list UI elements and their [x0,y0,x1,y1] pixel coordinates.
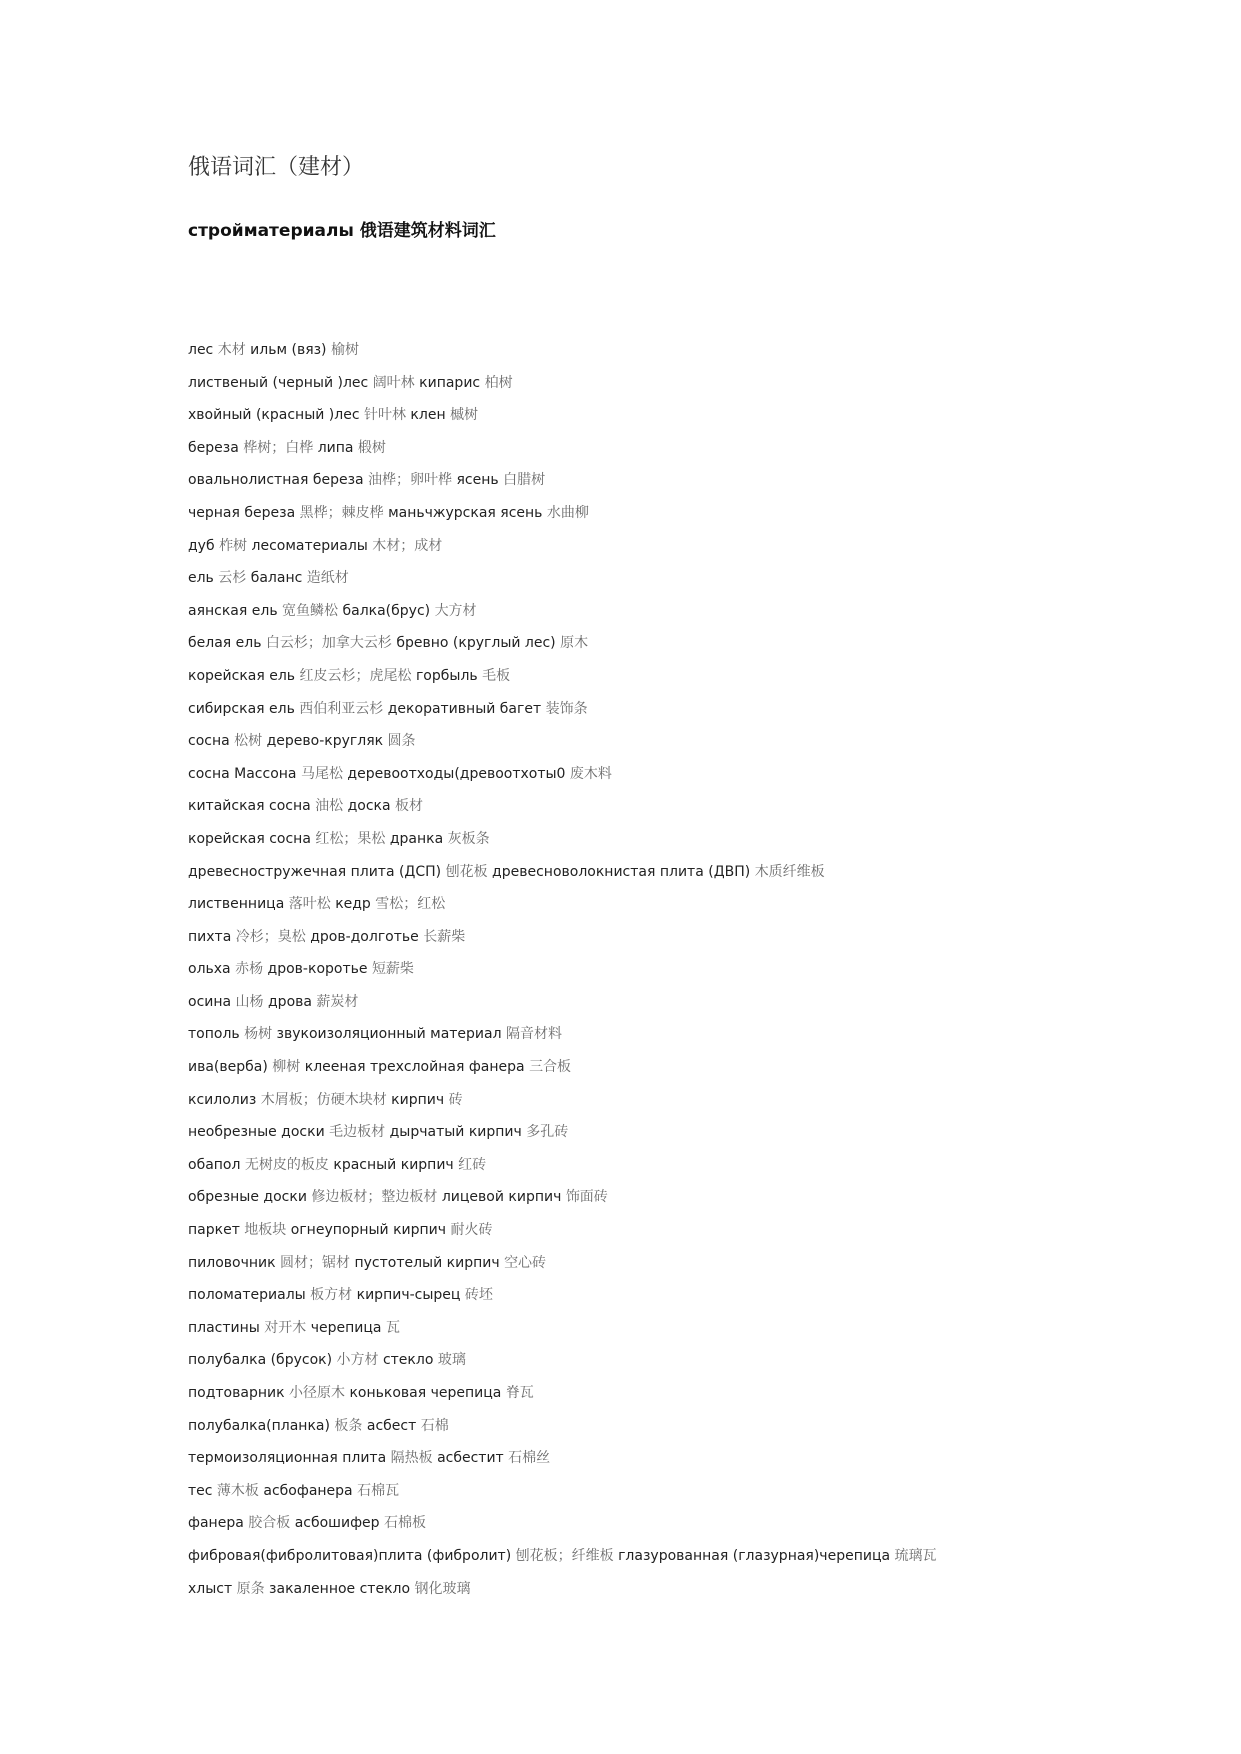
chinese-term: 黑桦；棘皮桦 [299,504,384,521]
russian-term: ильм (вяз) [250,342,327,358]
russian-term: фанера [188,1515,244,1532]
chinese-term: 白云杉；加拿大云杉 [265,635,392,652]
russian-term: дуб [188,537,215,554]
chinese-term: 桦树；白桦 [243,439,314,456]
russian-term: дранка [389,830,444,847]
russian-term: кипарис [419,374,481,391]
chinese-term: 刨花板 [445,863,488,880]
chinese-term: 木材；成材 [372,537,443,554]
russian-term: поломатериалы [188,1287,306,1304]
vocabulary-row [188,1416,1188,1449]
chinese-term: 石棉板 [384,1515,426,1532]
vocabulary-row [188,927,1188,960]
vocabulary-list [188,340,1188,1611]
chinese-term: 板条 [334,1417,363,1434]
russian-term: береза [188,439,239,456]
russian-term: асбест [366,1417,417,1434]
russian-term: глазурованная (глазурная)черепица [618,1547,891,1564]
russian-term: стекло [382,1352,434,1369]
chinese-term: 白腊树 [503,472,546,489]
chinese-term: 马尾松 [300,765,343,782]
vocabulary-row [188,1318,1188,1351]
russian-term: дрова [268,993,312,1010]
chinese-term: 废木料 [569,765,612,782]
russian-term: звукоизоляционный материал [276,1026,502,1043]
vocabulary-row [188,731,1188,764]
russian-term: хвойный (красный )лес [188,407,360,424]
vocabulary-row [188,438,1188,471]
russian-term: пихта [188,928,232,945]
vocabulary-row [188,1513,1188,1546]
vocabulary-row [188,699,1188,732]
russian-term: корейская сосна [188,830,311,847]
vocabulary-row [188,601,1188,634]
russian-term: ель [188,570,214,587]
chinese-term: 原条 [236,1580,265,1597]
chinese-term: 刨花板；纤维板 [515,1547,614,1564]
vocabulary-row [188,1546,1188,1579]
russian-term: лицевой кирпич [441,1189,562,1206]
chinese-term: 小径原木 [289,1385,345,1401]
chinese-term: 板方材 [310,1287,353,1304]
chinese-term: 圆材；锯材 [280,1254,351,1271]
russian-term: деревоотходы(древоотхоты0 [347,765,566,782]
chinese-term: 石棉 [420,1417,449,1434]
chinese-term: 造纸材 [306,570,349,587]
chinese-term: 宽鱼鳞松 [282,602,339,619]
russian-term: горбыль [415,667,478,684]
chinese-term: 玻璃 [437,1352,466,1369]
chinese-term: 砖 [448,1091,463,1108]
chinese-term: 大方材 [434,602,477,619]
chinese-term: 落叶松 [288,896,331,913]
vocabulary-row [188,894,1188,927]
russian-term: подтоварник [188,1385,285,1401]
russian-term: дерево-кругляк [266,733,384,750]
russian-term: асбофанера [263,1482,353,1499]
vocabulary-row [188,1383,1188,1416]
russian-term: липа [317,439,354,456]
russian-term: ольха [188,961,231,978]
vocabulary-row [188,503,1188,536]
russian-term: пластины [188,1319,260,1336]
vocabulary-row [188,405,1188,438]
vocabulary-row [188,666,1188,699]
chinese-term: 修边板材；整边板材 [311,1189,438,1206]
russian-term: декоративный багет [387,700,542,717]
chinese-term: 柏树 [484,374,513,391]
chinese-term: 砖坯 [464,1287,493,1304]
russian-term: огнеупорный кирпич [290,1222,447,1239]
chinese-term: 琉璃瓦 [894,1547,937,1564]
chinese-term: 胶合板 [248,1515,291,1532]
vocabulary-row [188,1187,1188,1220]
vocabulary-row [188,536,1188,569]
document-subtitle: стройматериалы 俄语建筑材料词汇 [188,221,496,241]
russian-term: тес [188,1482,213,1499]
russian-term: дырчатый кирпич [389,1124,522,1141]
vocabulary-row [188,764,1188,797]
russian-term: кирпич-сырец [356,1287,461,1304]
chinese-term: 杨树 [244,1026,273,1043]
chinese-term: 多孔砖 [526,1124,569,1141]
russian-term: клееная трехслойная фанера [304,1059,525,1076]
chinese-term: 空心砖 [504,1254,547,1271]
chinese-term: 饰面砖 [565,1189,608,1206]
chinese-term: 红松；果松 [315,830,386,847]
russian-term: лиственница [188,896,285,913]
vocabulary-row [188,1024,1188,1057]
russian-term: дров-долготье [310,928,419,945]
chinese-term: 椴树 [357,439,386,456]
russian-term: лес [188,342,214,358]
chinese-term: 隔热板 [390,1450,433,1467]
russian-term: доска [347,798,391,815]
chinese-term: 毛板 [482,667,511,684]
chinese-term: 石棉丝 [508,1450,551,1467]
vocabulary-row [188,829,1188,862]
vocabulary-row [188,373,1188,406]
chinese-term: 松树 [234,733,263,750]
chinese-term: 地板块 [244,1222,287,1239]
russian-term: тополь [188,1026,240,1043]
vocabulary-row [188,862,1188,895]
russian-term: сосна Массона [188,765,297,782]
chinese-term: 薄木板 [216,1482,259,1499]
vocabulary-row [188,470,1188,503]
russian-term: кирпич [391,1091,445,1108]
russian-term: дров-коротье [267,961,368,978]
chinese-term: 无树皮的板皮 [244,1156,329,1173]
russian-term: ясень [456,472,499,489]
russian-term: маньчжурская ясень [388,504,543,521]
chinese-term: 雪松；红松 [375,896,446,913]
document-title: 俄语词汇（建材） [188,155,365,180]
russian-term: ксилолиз [188,1091,257,1108]
russian-term: термоизоляционная плита [188,1450,387,1467]
vocabulary-row [188,959,1188,992]
russian-term: клен [410,407,446,424]
russian-term: древесностружечная плита (ДСП) [188,863,442,880]
russian-term: обрезные доски [188,1189,307,1206]
russian-term: сосна [188,733,230,750]
vocabulary-row [188,1579,1188,1612]
vocabulary-row [188,568,1188,601]
chinese-term: 小方材 [336,1352,379,1369]
russian-term: ива(верба) [188,1059,268,1076]
russian-term: овальнолистная береза [188,472,364,489]
vocabulary-row [188,1090,1188,1123]
chinese-term: 灰板条 [447,830,490,847]
vocabulary-row [188,633,1188,666]
russian-term: необрезные доски [188,1124,325,1141]
vocabulary-row [188,1285,1188,1318]
russian-term: лесоматериалы [251,537,368,554]
chinese-term: 脊瓦 [505,1385,534,1401]
chinese-term: 耐火砖 [450,1222,493,1239]
vocabulary-row [188,796,1188,829]
russian-term: черепица [310,1319,382,1336]
chinese-term: 油松 [315,798,344,815]
chinese-term: 隔音材料 [506,1026,563,1043]
chinese-term: 毛边板材 [329,1124,386,1141]
chinese-term: 木材 [217,342,246,358]
chinese-term: 圆条 [387,733,416,750]
chinese-term: 柳树 [272,1059,301,1076]
russian-term: пустотелый кирпич [354,1254,500,1271]
russian-term: китайская сосна [188,798,311,815]
russian-term: коньковая черепица [349,1385,502,1401]
russian-term: древесноволокнистая плита (ДВП) [492,863,751,880]
vocabulary-row [188,1350,1188,1383]
chinese-term: 阔叶林 [372,374,415,391]
chinese-term: 红皮云杉；虎尾松 [299,667,412,684]
chinese-term: 云杉 [218,570,247,587]
chinese-term: 针叶林 [363,407,406,424]
chinese-term: 短薪柴 [371,961,414,978]
russian-term: белая ель [188,635,262,652]
chinese-term: 冷杉；臭松 [235,928,306,945]
chinese-term: 红砖 [458,1156,487,1173]
russian-term: сибирская ель [188,700,295,717]
russian-term: полубалка(планка) [188,1417,330,1434]
russian-term: фибровая(фибролитовая)плита (фибролит) [188,1547,512,1564]
chinese-term: 油桦；卵叶桦 [368,472,453,489]
russian-term: кедр [335,896,371,913]
russian-term: полубалка (брусок) [188,1352,333,1369]
vocabulary-row [188,340,1188,373]
russian-term: паркет [188,1222,240,1239]
russian-term: корейская ель [188,667,296,684]
chinese-term: 木质纤维板 [754,863,825,880]
russian-term: лиственый (черный )лес [188,374,369,391]
vocabulary-row [188,992,1188,1025]
chinese-term: 柞树 [219,537,248,554]
chinese-term: 原木 [560,635,589,652]
chinese-term: 槭树 [450,407,479,424]
russian-term: асбестит [437,1450,504,1467]
chinese-term: 赤杨 [235,961,264,978]
russian-term: закаленное стекло [269,1580,411,1597]
russian-term: бревно (круглый лес) [396,635,556,652]
vocabulary-row [188,1481,1188,1514]
russian-term: асбошифер [294,1515,380,1532]
chinese-term: 山杨 [235,993,264,1010]
russian-term: пиловочник [188,1254,276,1271]
vocabulary-row [188,1057,1188,1090]
chinese-term: 水曲柳 [546,504,589,521]
chinese-term: 西伯利亚云杉 [299,700,384,717]
chinese-term: 钢化玻璃 [414,1580,471,1597]
chinese-term: 薪炭材 [316,993,359,1010]
chinese-term: 长薪柴 [423,928,466,945]
russian-term: балка(брус) [342,602,431,619]
russian-term: красный кирпич [333,1156,454,1173]
chinese-term: 三合板 [529,1059,572,1076]
chinese-term: 木屑板；仿硬木块材 [260,1091,387,1108]
vocabulary-row [188,1253,1188,1286]
vocabulary-row [188,1448,1188,1481]
chinese-term: 瓦 [385,1319,400,1336]
vocabulary-row [188,1155,1188,1188]
russian-term: хлыст [188,1580,233,1597]
chinese-term: 对开木 [264,1319,307,1336]
chinese-term: 石棉瓦 [357,1482,400,1499]
russian-term: обапол [188,1156,241,1173]
russian-term: черная береза [188,504,296,521]
vocabulary-row [188,1122,1188,1155]
russian-term: баланс [250,570,303,587]
russian-term: аянская ель [188,602,278,619]
vocabulary-row [188,1220,1188,1253]
russian-term: осина [188,993,232,1010]
chinese-term: 板材 [395,798,424,815]
chinese-term: 装饰条 [545,700,588,717]
chinese-term: 榆树 [330,342,359,358]
